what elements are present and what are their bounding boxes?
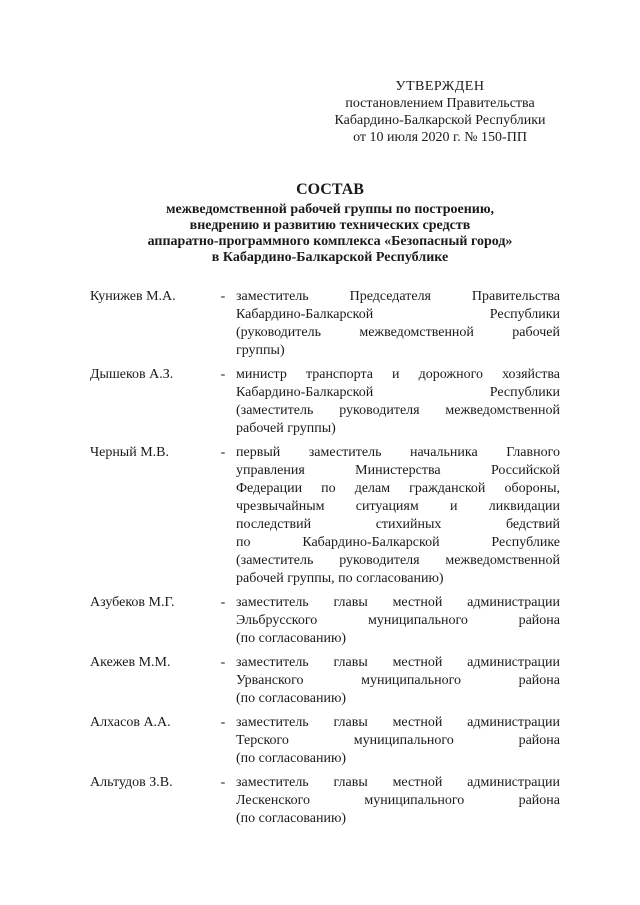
member-position-line: (заместитель руководителя межведомственной [236,403,560,418]
member-position-line: Эльбрусского муниципального района [236,613,560,628]
title-line: межведомственной рабочей группы по построению, [165,202,495,217]
member-position [236,654,560,708]
approval-line: постановлением Правительства [345,96,535,111]
member-dash: - [220,715,226,730]
member-dash: - [220,367,226,382]
member-position-line: (по согласованию) [236,631,347,646]
member-row [90,594,560,648]
members-list [90,288,560,834]
member-position-line: заместитель главы местной администрации [236,595,560,610]
member-name: Акежев М.М. [90,655,171,670]
member-name: Черный М.В. [90,445,169,460]
member-position [236,594,560,648]
approval-heading: УТВЕРЖДЕН [395,79,485,94]
title-line: аппаратно-программного комплекса «Безопасный город» [147,234,513,249]
member-dash: - [220,595,226,610]
member-position-line: (заместитель руководителя межведомственной [236,553,560,568]
member-position-line: заместитель главы местной администрации [236,715,560,730]
member-position-line: чрезвычайным ситуациям и ликвидации [236,499,560,514]
member-name: Алхасов А.А. [90,715,171,730]
member-position-line: управления Министерства Российской [236,463,560,478]
member-row [90,714,560,768]
title-main: СОСТАВ [296,181,364,198]
member-position-line: Кабардино-Балкарской Республики [236,385,560,400]
member-row [90,288,560,360]
member-position [236,714,560,768]
member-row [90,366,560,438]
member-name: Кунижев М.А. [90,289,176,304]
member-position-line: последствий стихийных бедствий [236,517,560,532]
member-position-line: первый заместитель начальника Главного [236,445,560,460]
member-position-line: группы) [236,343,285,358]
member-position-line: (по согласованию) [236,691,347,706]
member-dash: - [220,289,226,304]
member-position-line: заместитель Председателя Правительства [236,289,560,304]
member-position-line: (по согласованию) [236,811,347,826]
member-dash: - [220,775,226,790]
title-line: внедрению и развитию технических средств [189,218,471,233]
member-position-line: Кабардино-Балкарской Республики [236,307,560,322]
member-position-line: заместитель главы местной администрации [236,655,560,670]
member-dash: - [220,445,226,460]
member-position [236,366,560,438]
member-position-line: заместитель главы местной администрации [236,775,560,790]
member-position-line: министр транспорта и дорожного хозяйства [236,367,560,382]
member-row [90,444,560,588]
member-position-line: Федерации по делам гражданской обороны, [236,481,560,496]
title-line: в Кабардино-Балкарской Республике [211,250,449,265]
approval-block [300,78,580,146]
member-position [236,774,560,828]
member-position-line: Терского муниципального района [236,733,560,748]
approval-line: от 10 июля 2020 г. № 150-ПП [353,130,527,145]
member-position-line: рабочей группы, по согласованию) [236,571,444,586]
member-position-line: (по согласованию) [236,751,347,766]
member-row [90,774,560,828]
member-position [236,288,560,360]
member-position [236,444,560,588]
member-position-line: рабочей группы) [236,421,336,436]
member-name: Альтудов З.В. [90,775,173,790]
member-position-line: Лескенского муниципального района [236,793,560,808]
member-position-line: по Кабардино-Балкарской Республике [236,535,560,550]
approval-line: Кабардино-Балкарской Республики [334,113,546,128]
member-position-line: Урванского муниципального района [236,673,560,688]
document-title [110,180,550,266]
member-position-line: (руководитель межведомственной рабочей [236,325,560,340]
member-name: Дышеков А.З. [90,367,174,382]
member-name: Азубеков М.Г. [90,595,175,610]
member-dash: - [220,655,226,670]
member-row [90,654,560,708]
